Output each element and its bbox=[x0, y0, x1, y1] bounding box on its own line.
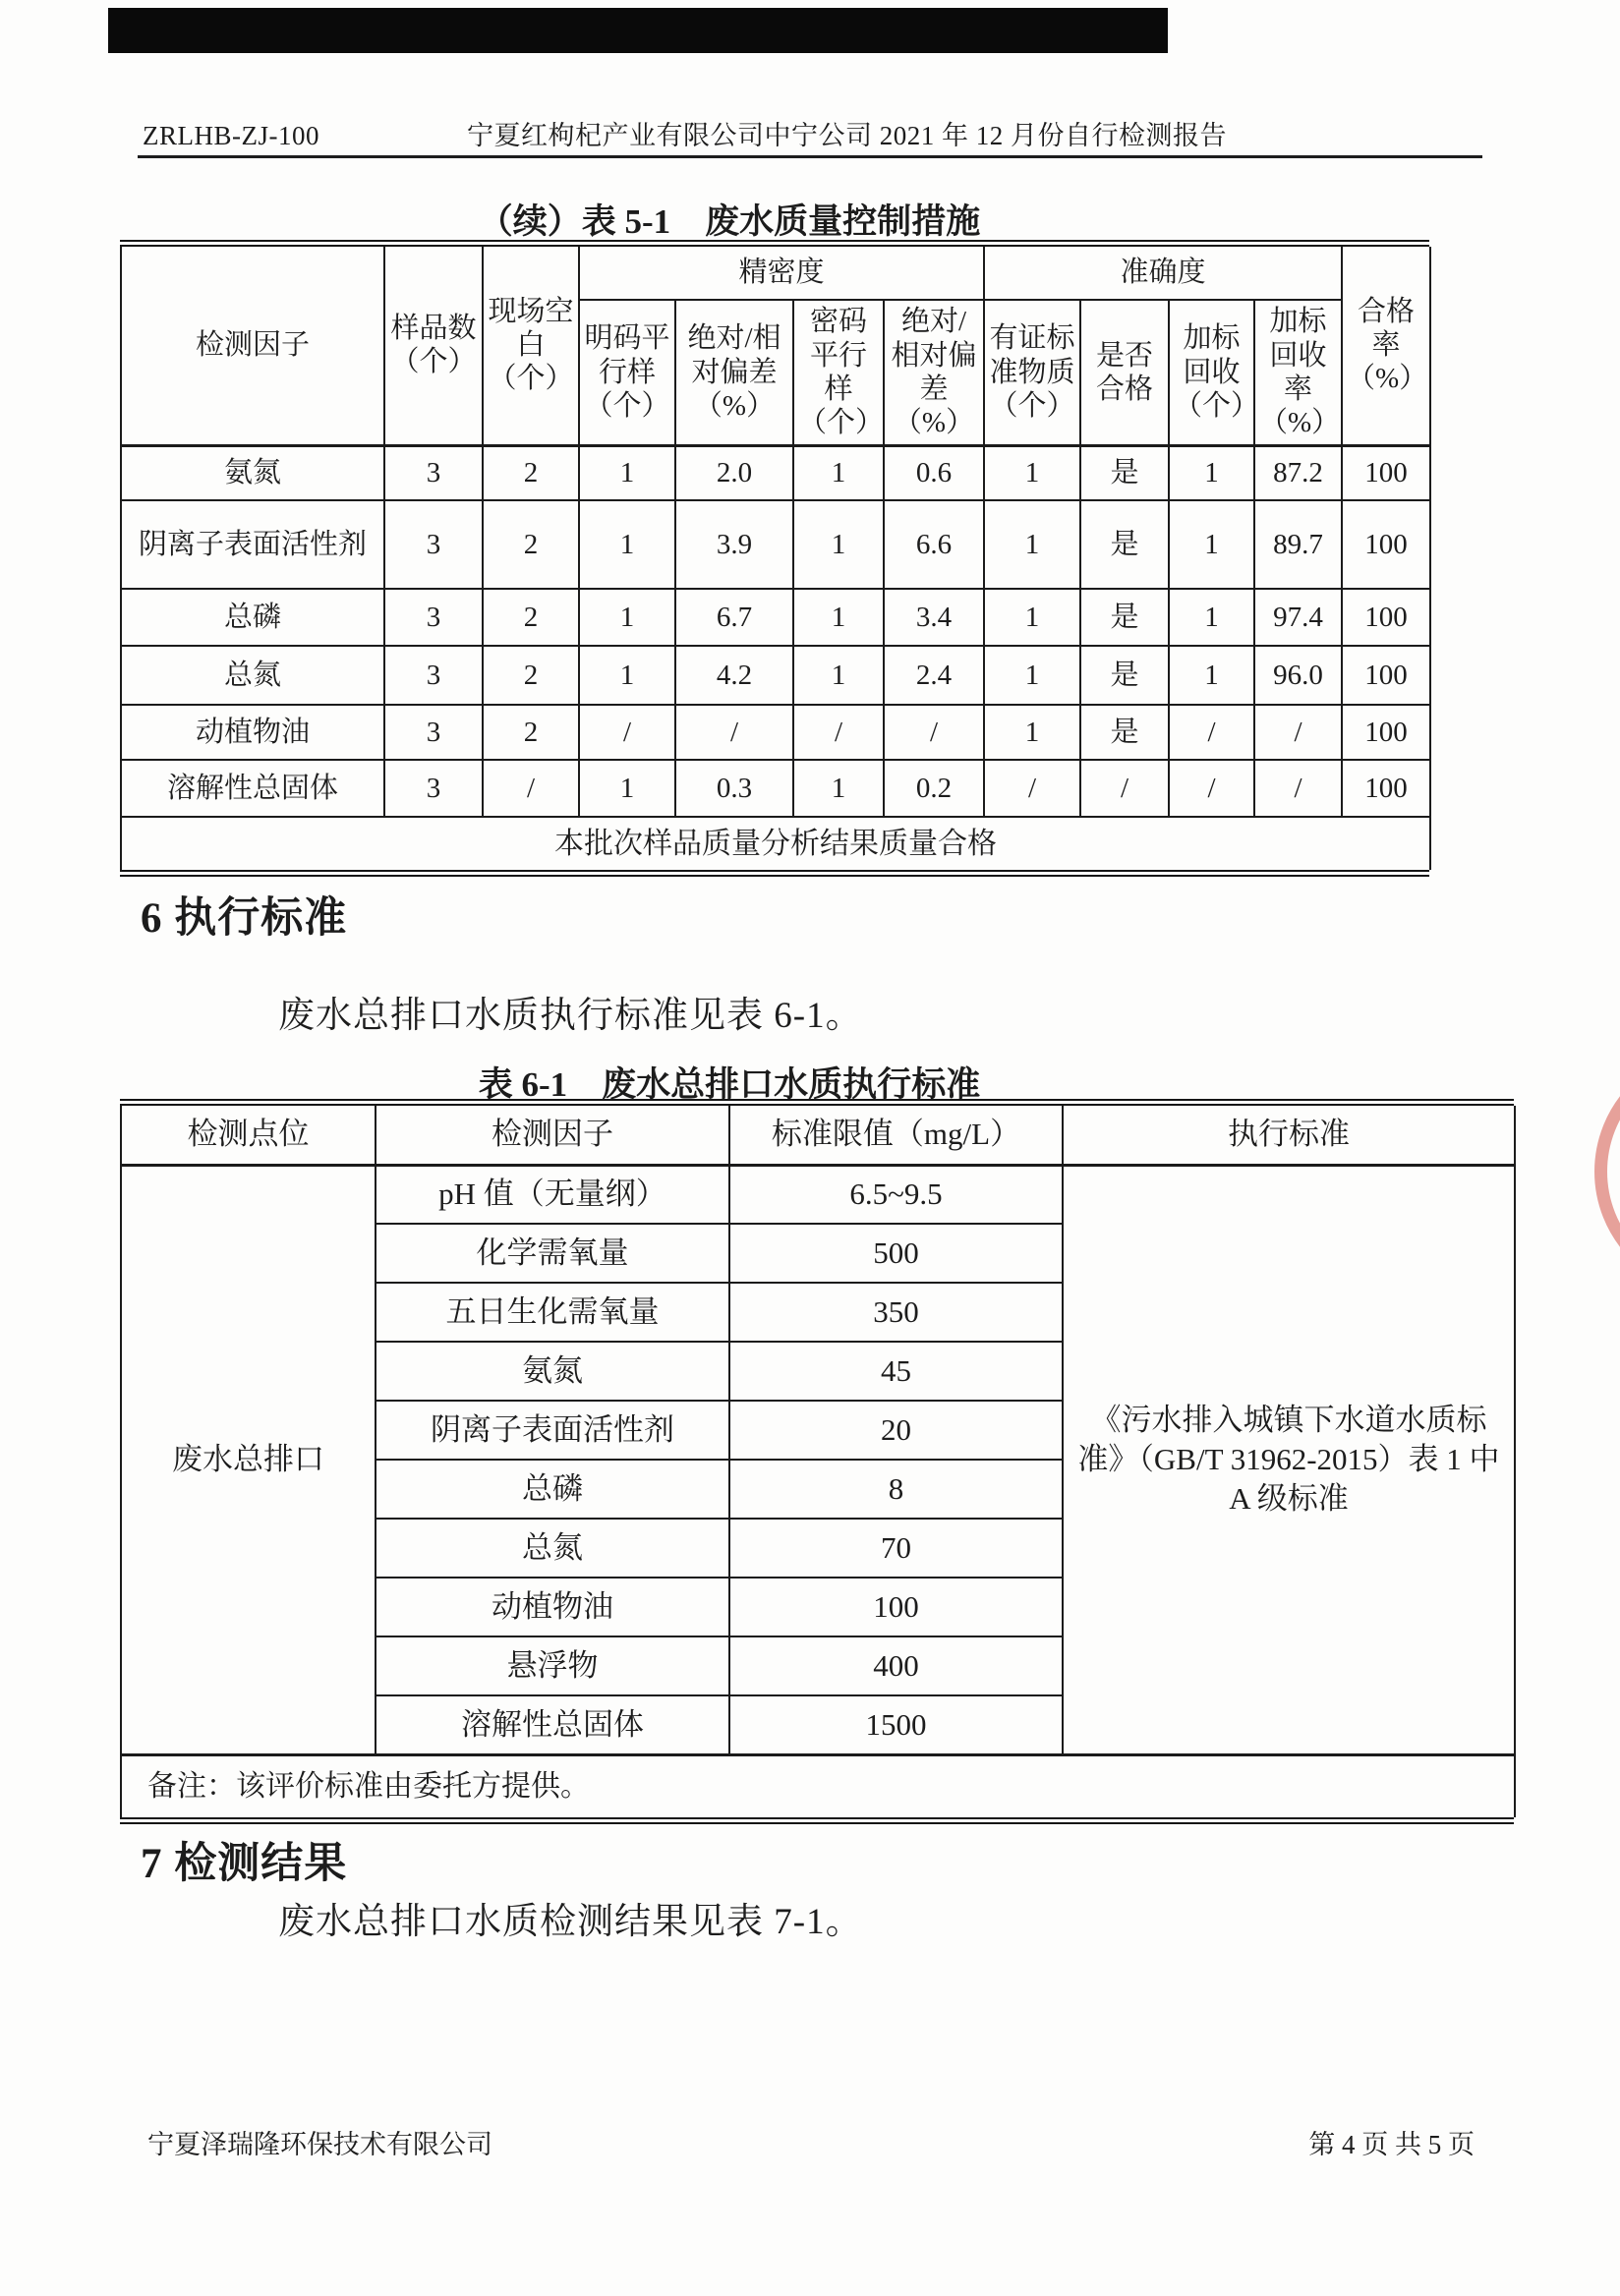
standard-cell: 《污水排入城镇下水道水质标准》（GB/T 31962-2015）表 1 中 A 级标准 bbox=[1063, 1165, 1515, 1754]
table-cell: / bbox=[1169, 705, 1254, 760]
table6-header-row bbox=[121, 1106, 1515, 1165]
col-header-factor: 检测因子 bbox=[376, 1106, 729, 1165]
table-cell: 是 bbox=[1080, 646, 1169, 705]
table-cell: 是 bbox=[1080, 445, 1169, 500]
table-cell: / bbox=[884, 705, 984, 760]
table-cell: 1 bbox=[579, 445, 675, 500]
table-cell: 1 bbox=[984, 500, 1080, 589]
table-cell: 1 bbox=[984, 646, 1080, 705]
table-cell: 是 bbox=[1080, 500, 1169, 589]
table-cell: 1 bbox=[579, 760, 675, 817]
col-header-standard: 执行标准 bbox=[1063, 1106, 1515, 1165]
table-cell: 2 bbox=[483, 646, 579, 705]
red-seal-edge bbox=[1594, 1048, 1620, 1295]
table-cell: / bbox=[1254, 760, 1342, 817]
col-header-blind-parallel: 密码平行样（个） bbox=[793, 300, 884, 445]
col-header-is-qualified: 是否合格 bbox=[1080, 300, 1169, 445]
table-cell: 3.9 bbox=[675, 500, 793, 589]
factor-cell: 阴离子表面活性剂 bbox=[376, 1401, 729, 1460]
table-cell: 0.3 bbox=[675, 760, 793, 817]
table-cell: 1 bbox=[793, 760, 884, 817]
table-row bbox=[121, 1165, 1515, 1224]
factor-cell: 氨氮 bbox=[121, 445, 384, 500]
table-cell: 3 bbox=[384, 705, 483, 760]
limit-cell: 100 bbox=[729, 1578, 1063, 1636]
table-cell: 97.4 bbox=[1254, 589, 1342, 646]
table-cell: / bbox=[1080, 760, 1169, 817]
table-cell: 100 bbox=[1342, 705, 1430, 760]
limit-cell: 20 bbox=[729, 1401, 1063, 1460]
limit-cell: 8 bbox=[729, 1460, 1063, 1519]
table-cell: / bbox=[579, 705, 675, 760]
table-cell: 3 bbox=[384, 646, 483, 705]
limit-cell: 350 bbox=[729, 1283, 1063, 1342]
page-footer bbox=[147, 2123, 1475, 2161]
limit-cell: 6.5~9.5 bbox=[729, 1165, 1063, 1224]
table-cell: 3.4 bbox=[884, 589, 984, 646]
factor-cell: 动植物油 bbox=[376, 1578, 729, 1636]
factor-cell: 化学需氧量 bbox=[376, 1224, 729, 1283]
table-cell: 6.6 bbox=[884, 500, 984, 589]
table-row bbox=[121, 760, 1430, 817]
section6-paragraph: 废水总排口水质执行标准见表 6-1。 bbox=[278, 996, 863, 1036]
table-cell: 2 bbox=[483, 589, 579, 646]
table-cell: 1 bbox=[1169, 589, 1254, 646]
factor-cell: 总磷 bbox=[376, 1460, 729, 1519]
table-cell: 2 bbox=[483, 500, 579, 589]
limit-cell: 70 bbox=[729, 1519, 1063, 1578]
table-cell: / bbox=[984, 760, 1080, 817]
table-cell: 3 bbox=[384, 500, 483, 589]
col-header-sample-count: 样品数（个） bbox=[384, 247, 483, 445]
table-cell: 1 bbox=[1169, 646, 1254, 705]
col-group-precision: 精密度 bbox=[579, 247, 984, 300]
factor-cell: 溶解性总固体 bbox=[376, 1695, 729, 1754]
limit-cell: 500 bbox=[729, 1224, 1063, 1283]
limit-cell: 45 bbox=[729, 1342, 1063, 1401]
table-cell: 1 bbox=[793, 500, 884, 589]
factor-cell: 氨氮 bbox=[376, 1342, 729, 1401]
table-cell: / bbox=[1169, 760, 1254, 817]
table-cell: / bbox=[675, 705, 793, 760]
table-cell: 1 bbox=[984, 589, 1080, 646]
table-row bbox=[121, 445, 1430, 500]
table6-remark-row bbox=[121, 1754, 1515, 1817]
table5-group-header-row bbox=[121, 247, 1430, 300]
scan-artifact-bar bbox=[108, 8, 1168, 53]
col-header-site: 检测点位 bbox=[121, 1106, 376, 1165]
table-cell: 0.6 bbox=[884, 445, 984, 500]
col-header-factor: 检测因子 bbox=[121, 247, 384, 445]
factor-cell: 溶解性总固体 bbox=[121, 760, 384, 817]
doc-header-title: 宁夏红枸杞产业有限公司中宁公司 2021 年 12 月份自行检测报告 bbox=[466, 121, 1227, 150]
limit-cell: 1500 bbox=[729, 1695, 1063, 1754]
factor-cell: pH 值（无量纲） bbox=[376, 1165, 729, 1224]
section7-paragraph: 废水总排口水质检测结果见表 7-1。 bbox=[278, 1902, 863, 1942]
factor-cell: 五日生化需氧量 bbox=[376, 1283, 729, 1342]
site-cell: 废水总排口 bbox=[121, 1165, 376, 1754]
table-cell: 4.2 bbox=[675, 646, 793, 705]
factor-cell: 总氮 bbox=[121, 646, 384, 705]
table5-title: （续）表 5-1 废水质量控制措施 bbox=[478, 202, 981, 241]
table-cell: 1 bbox=[579, 589, 675, 646]
table-row bbox=[121, 646, 1430, 705]
table-cell: 100 bbox=[1342, 445, 1430, 500]
table-cell: 1 bbox=[1169, 445, 1254, 500]
col-header-spike: 加标回收（个） bbox=[1169, 300, 1254, 445]
col-header-field-blank: 现场空白（个） bbox=[483, 247, 579, 445]
section7-heading: 7 检测结果 bbox=[141, 1841, 348, 1887]
limit-cell: 400 bbox=[729, 1636, 1063, 1695]
table-cell: 2 bbox=[483, 445, 579, 500]
col-header-open-parallel: 明码平行样（个） bbox=[579, 300, 675, 445]
footer-page-number: 第 4 页 共 5 页 bbox=[1308, 2130, 1475, 2159]
doc-header bbox=[143, 114, 1479, 152]
col-header-abs-rel-dev1: 绝对/相对偏差（%） bbox=[675, 300, 793, 445]
table5-note-row bbox=[121, 817, 1430, 870]
table-cell: 是 bbox=[1080, 705, 1169, 760]
table-cell: 2.0 bbox=[675, 445, 793, 500]
doc-code: ZRLHB-ZJ-100 bbox=[143, 121, 319, 150]
table-cell: 89.7 bbox=[1254, 500, 1342, 589]
factor-cell: 总磷 bbox=[121, 589, 384, 646]
col-header-abs-rel-dev2: 绝对/相对偏差（%） bbox=[884, 300, 984, 445]
table-row bbox=[121, 500, 1430, 589]
table-cell: 0.2 bbox=[884, 760, 984, 817]
table-cell: 1 bbox=[984, 445, 1080, 500]
table-cell: 3 bbox=[384, 589, 483, 646]
factor-cell: 阴离子表面活性剂 bbox=[121, 500, 384, 589]
table-cell: 100 bbox=[1342, 589, 1430, 646]
table-cell: 1 bbox=[1169, 500, 1254, 589]
factor-cell: 悬浮物 bbox=[376, 1636, 729, 1695]
col-header-crm: 有证标准物质（个） bbox=[984, 300, 1080, 445]
section6-heading: 6 执行标准 bbox=[141, 895, 348, 942]
table-cell: 96.0 bbox=[1254, 646, 1342, 705]
factor-cell: 动植物油 bbox=[121, 705, 384, 760]
footer-company: 宁夏泽瑞隆环保技术有限公司 bbox=[147, 2130, 492, 2159]
table-cell: 87.2 bbox=[1254, 445, 1342, 500]
table-cell: / bbox=[483, 760, 579, 817]
table-cell: 1 bbox=[984, 705, 1080, 760]
col-header-limit: 标准限值（mg/L） bbox=[729, 1106, 1063, 1165]
table-cell: 2.4 bbox=[884, 646, 984, 705]
table-cell: 6.7 bbox=[675, 589, 793, 646]
table6-remark: 备注：该评价标准由委托方提供。 bbox=[121, 1754, 1515, 1817]
col-header-spike-recovery: 加标回收率（%） bbox=[1254, 300, 1342, 445]
factor-cell: 总氮 bbox=[376, 1519, 729, 1578]
table-5-1 bbox=[120, 240, 1429, 877]
table-cell: / bbox=[1254, 705, 1342, 760]
table-cell: 1 bbox=[793, 445, 884, 500]
table-row bbox=[121, 589, 1430, 646]
table5-note: 本批次样品质量分析结果质量合格 bbox=[121, 817, 1430, 870]
table-cell: 100 bbox=[1342, 500, 1430, 589]
table6-title: 表 6-1 废水总排口水质执行标准 bbox=[478, 1065, 981, 1104]
header-rule bbox=[138, 155, 1482, 158]
table-cell: 1 bbox=[793, 589, 884, 646]
table-cell: 3 bbox=[384, 445, 483, 500]
table-row bbox=[121, 705, 1430, 760]
table-cell: 1 bbox=[579, 500, 675, 589]
table-6-1 bbox=[120, 1099, 1514, 1824]
table-cell: / bbox=[793, 705, 884, 760]
table-cell: 100 bbox=[1342, 646, 1430, 705]
col-group-accuracy: 准确度 bbox=[984, 247, 1342, 300]
table-cell: 是 bbox=[1080, 589, 1169, 646]
table-cell: 1 bbox=[793, 646, 884, 705]
table-cell: 100 bbox=[1342, 760, 1430, 817]
table-cell: 1 bbox=[579, 646, 675, 705]
col-header-pass-rate: 合格率（%） bbox=[1342, 247, 1430, 445]
table-cell: 3 bbox=[384, 760, 483, 817]
table-cell: 2 bbox=[483, 705, 579, 760]
